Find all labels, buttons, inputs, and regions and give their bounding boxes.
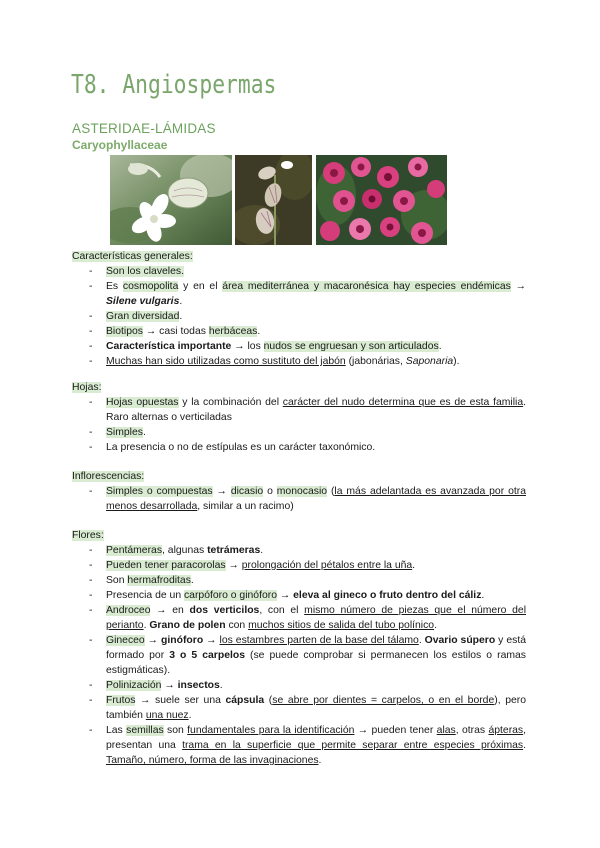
list-item: - Muchas han sido utilizadas como sustituto del jabón (jabonárias, Saponaria). [72,354,526,369]
flores-heading: Flores: [72,530,104,541]
list-item: - Son hermafroditas. [72,573,526,588]
inflorescencias-section [72,469,526,514]
silene-flower-photo [110,155,232,245]
dianthus-carnations-photo [316,155,447,245]
inflorescencias-heading: Inflorescencias: [72,471,145,482]
list-item: - Son los claveles. [72,264,526,279]
list-item: - Hojas opuestas y la combinación del carácter del nudo determina que es de esta familia. Raro alternas o verticiladas [72,395,526,425]
flores-section [72,528,526,768]
page-title: T8. Angiospermas [71,70,277,100]
caracteristicas-section [72,249,526,369]
hojas-section [72,380,526,455]
list-item: - Simples. [72,425,526,440]
list-item: - Es cosmopolita y en el área mediterránea y macaronésica hay especies endémicas → Silene vulgaris. [72,279,526,309]
family-name: Caryophyllaceae [72,138,168,152]
list-item: - Simples o compuestas → dicasio o monocasio (la más adelantada es avanzada por otra menos desarrollada, similar a un racimo) [72,484,526,514]
list-item: - Pueden tener paracorolas → prolongación del pétalos entre la uña. [72,558,526,573]
list-item: - La presencia o no de estípulas es un carácter taxonómico. [72,440,526,455]
list-item: - Característica importante → los nudos se engruesan y son articulados. [72,339,526,354]
list-item: - Biotipos → casi todas herbáceas. [72,324,526,339]
silene-buds-photo [235,155,312,245]
list-item: - Frutos → suele ser una cápsula (se abre por dientes = carpelos, o en el borde), pero también una nuez. [72,693,526,723]
list-item: - Pentámeras, algunas tetrámeras. [72,543,526,558]
list-item: - Androceo → en dos verticilos, con el mismo número de piezas que el número del perianto. Grano de polen con muchos sitios de salida del tubo polínico. [72,603,526,633]
section-subtitle: ASTERIDAE-LÁMIDAS [72,121,216,136]
list-item: - Polinización → insectos. [72,678,526,693]
list-item: - Las semillas son fundamentales para la identificación → pueden tener alas, otras ápteras, presentan una trama en la superficie que permite separar entre especies próximas. Tamaño, número, forma de las invaginaciones. [72,723,526,768]
list-item: - Gineceo → ginóforo → los estambres parten de la base del tálamo. Ovario súpero y está formado por 3 o 5 carpelos (se puede comprobar si permanecen los estilos o ramas estigmáticas). [72,633,526,678]
hojas-heading: Hojas: [72,382,102,393]
list-item: - Gran diversidad. [72,309,526,324]
caracteristicas-heading: Características generales: [72,251,193,262]
list-item: - Presencia de un carpóforo o ginóforo → eleva al gineco o fruto dentro del cáliz. [72,588,526,603]
